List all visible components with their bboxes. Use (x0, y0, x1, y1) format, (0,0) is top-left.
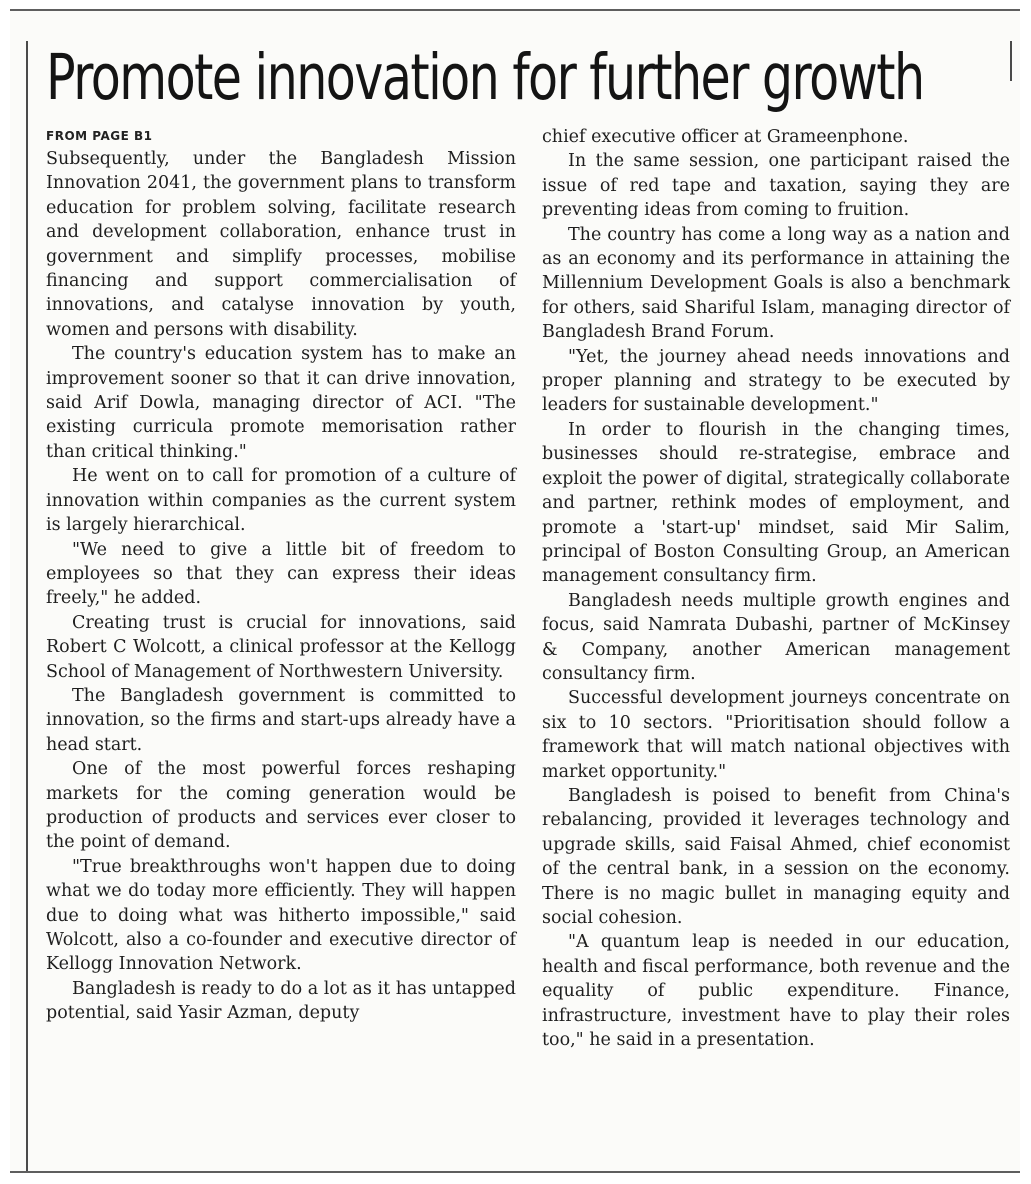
paragraph: Successful development journeys concentrate on six to 10 sectors. "Prioritisation should follow a framework that will match national objectives with market opportunity." (542, 688, 1010, 782)
paragraph: "True breakthroughs won't happen due to doing what we do today more efficiently. They will happen due to doing what was hitherto impossible," said Wolcott, also a co-founder and executive director of Kellogg Innovation Network. (46, 856, 516, 975)
paragraph: One of the most powerful forces reshaping markets for the coming generation would be production of products and services ever closer to the point of demand. (46, 759, 516, 853)
paragraph: "Yet, the journey ahead needs innovations and proper planning and strategy to be executed by leaders for sustainable development." (542, 346, 1010, 416)
paragraph: In order to flourish in the changing times, businesses should re-strategise, embrace and exploit the power of digital, strategically collaborate and partner, rethink modes of employment, and promote a 'start-up' mindset, said Mir Salim, principal of Boston Consulting Group, an American management consultancy firm. (542, 419, 1010, 587)
left-column-rule (26, 41, 28, 1173)
newspaper-clipping (10, 9, 1020, 1173)
paragraph: In the same session, one participant raised the issue of red tape and taxation, saying they are preventing ideas from coming to fruition. (542, 151, 1010, 221)
paragraph: He went on to call for promotion of a culture of innovation within companies as the current system is largely hierarchical. (46, 466, 516, 536)
article-column-right (542, 125, 1010, 1052)
paragraph: Bangladesh is poised to benefit from China's rebalancing, provided it leverages technology and upgrade skills, said Faisal Ahmed, chief economist of the central bank, in a session on the economy. There is no magic bullet in managing equity and social cohesion. (542, 785, 1010, 928)
paragraph: The country has come a long way as a nation and as an economy and its performance in attaining the Millennium Development Goals is also a benchmark for others, said Shariful Islam, managing director of Bangladesh Brand Forum. (542, 224, 1010, 343)
paragraph: The country's education system has to make an improvement sooner so that it can drive innovation, said Arif Dowla, managing director of ACI. "The existing curricula promote memorisation rather than critical thinking." (46, 344, 516, 462)
right-column-rule (1010, 41, 1012, 81)
paragraph: "We need to give a little bit of freedom to employees so that they can express their ideas freely," he added. (46, 539, 516, 609)
paragraph: "A quantum leap is needed in our education, health and fiscal performance, both revenue and the equality of public expenditure. Finance, infrastructure, investment have to play their roles too," he said in a presentation. (542, 932, 1010, 1051)
paragraph: Bangladesh needs multiple growth engines and focus, said Namrata Dubashi, partner of McKinsey & Company, another American management consultancy firm. (542, 590, 1010, 684)
paragraph: The Bangladesh government is committed to innovation, so the firms and start-ups already have a head start. (46, 685, 516, 755)
dateline: FROM PAGE B1 (46, 129, 153, 143)
paragraph: Creating trust is crucial for innovations, said Robert C Wolcott, a clinical professor at the Kellogg School of Management of Northwestern University. (46, 612, 516, 682)
article-column-left (46, 125, 516, 1026)
paragraph: Subsequently, under the Bangladesh Mission Innovation 2041, the government plans to transform education for problem solving, facilitate research and development collaboration, enhance trust in government and simplify processes, mobilise financing and support commercialisation of innovations, and catalyse innovation by youth, women and persons with disability. (46, 149, 516, 340)
paragraph: Bangladesh is ready to do a lot as it has untapped potential, said Yasir Azman, deputy (46, 978, 516, 1024)
paragraph-continued: chief executive officer at Grameenphone. (542, 127, 909, 147)
article-headline: Promote innovation for further growth (46, 41, 924, 114)
